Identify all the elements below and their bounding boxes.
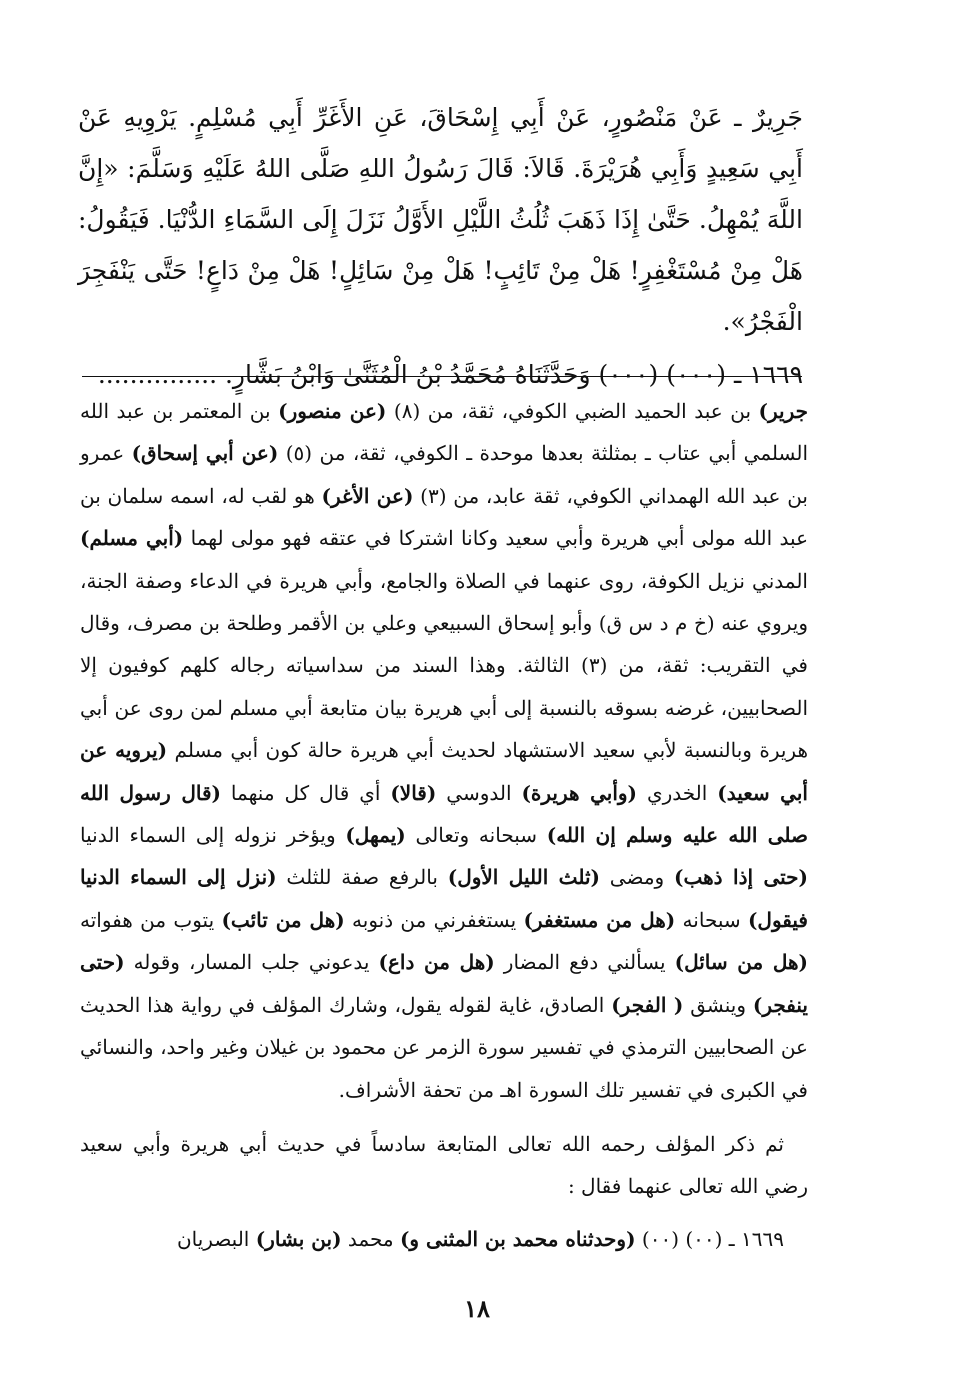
p1-text: المدني نزيل الكوفة، روى عنهما في الصلاة والجامع، وأبي هريرة في الدعاء وصفة الجنة، ويروي عنه (خ م د س ق) وأبو إسحاق السبيعي وعلي بن الأقمر وطلحة بن مصرف، وقال في التقريب: ثقة، من (٣) الثالثة. وهذا السند من سداسياته رجاله كلهم كوفيون إلا الصحابيين، غرضه بسوقه بالنسبة إلى أبي هريرة بيان متابعة أبي مسلم لمن روى عن أبي هريرة وبالنسبة لأبي سعيد الاستشهاد لحديث أبي هريرة حالة كون أبي مسلم: [80, 568, 808, 763]
p1-text: سبحانه: [675, 907, 748, 932]
p1-bold-term: (هل من تائب): [221, 907, 345, 932]
p1-text: يسألني دفع المضار: [494, 950, 675, 975]
p1-bold-term: (حتى إذا ذهب): [674, 865, 808, 890]
p1-bold-term: (يرويه عن أبي سعيد): [80, 738, 808, 805]
p1-bold-term: ( الفجر): [611, 992, 684, 1017]
p1-bold-term: (نزل إلى السماء الدنيا فيقول): [80, 865, 808, 932]
footnote-separator: [82, 376, 802, 377]
p1-text: الخدري: [637, 780, 718, 805]
p1-bold-term: (هل من داع): [378, 950, 495, 975]
p1-text: بن المعتمر بن عبد الله السلمي أبي عتاب ـ بمثلثة بعدها موحدة ـ الكوفي، ثقة، من (٥): [80, 399, 809, 466]
p1-text: الصادق، غاية لقوله يقول، وشارك المؤلف في رواية هذا الحديث عن الصحابيين الترمذي في تفسير سورة الزمر عن محمود بن غيلان وغير واحد، والنسائي في الكبرى في تفسير تلك السورة اهـ من تحفة الأشراف.: [80, 992, 808, 1102]
p1-text: يتوب من هفواته: [80, 907, 222, 932]
p1-text: سبحانه وتعالى: [405, 823, 547, 848]
p1-bold-term: جرير): [758, 399, 808, 423]
page-number: ١٨: [464, 1294, 490, 1323]
p1-text: وينشق: [683, 992, 753, 1017]
p1-bold-term: (هل من سائل): [674, 950, 809, 975]
p1-bold-term: (عن أبي إسحاق): [131, 441, 279, 466]
commentary-paragraph-2: ثم ذكر المؤلف رحمه الله تعالى المتابعة سادساً في حديث أبي هريرة وأبي سعيد رضي الله تعالى عنهما فقال :: [80, 1131, 808, 1199]
p1-text: أي قال كل منهما: [221, 780, 391, 805]
p1-text: الدوسي: [436, 780, 522, 805]
p1-text: عمرو بن عبد الله الهمداني الكوفي، ثقة عابد، من (٣): [80, 441, 808, 508]
p1-text: بن عبد الحميد الضبي الكوفي، ثقة، من (٨): [386, 399, 759, 423]
p1-bold-term: (هل من مستغفر): [523, 907, 676, 932]
p1-bold-term: (وأبي هريرة): [521, 780, 638, 805]
p1-text: يدعوني جلب المسار، وقوله: [124, 950, 379, 975]
p1-bold-term: (يمهل): [345, 823, 406, 848]
p3-bold-term: (وحدثناه محمد بن المثنى و): [399, 1226, 636, 1251]
hadith-text-block: [78, 92, 803, 400]
p1-text: ويؤخر نزوله إلى السماء الدنيا: [80, 823, 346, 848]
p3-text: محمد: [341, 1226, 400, 1251]
hadith-matn: جَرِيرٌ ـ عَنْ مَنْصُورٍ، عَنْ أَبِي إِسْحَاقَ، عَنِ الأَغَرِّ أَبِي مُسْلِمٍ. يَرْوِيهِ عَنْ أَبِي سَعِيدٍ وَأَبِي هُرَيْرَةَ. قَالاَ: قَالَ رَسُولُ اللهِ صَلَّى اللهُ عَلَيْهِ وَسَلَّمَ: «إِنَّ اللَّهَ يُمْهِلُ. حَتَّىٰ إِذَا ذَهَبَ ثُلُثُ اللَّيْلِ الأَوَّلُ نَزَلَ إِلَى السَّمَاءِ الدُّنْيَا. فَيَقُولُ: هَلْ مِنْ مُسْتَغْفِرٍ! هَلْ مِنْ تَائِبٍ! هَلْ مِنْ سَائِلٍ! هَلْ مِنْ دَاعٍ! حَتَّى يَنْفَجِرَ الْفَجْرُ».: [78, 103, 803, 336]
p3-text: البصريان: [176, 1226, 256, 1251]
p1-text: هو لقب له، اسمه سلمان بن عبد الله مولى أبي هريرة وأبي سعيد وكانا اشتركا في عتقه فهو مولى لهما: [80, 483, 809, 551]
p3-bold-term: (بن بشار): [255, 1226, 342, 1251]
p1-bold-term: (ثلث الليل الأول): [447, 865, 600, 890]
p3-text: ١٦٦٩ ـ (٠٠) (٠٠): [635, 1226, 784, 1251]
commentary-paragraph-1: [80, 390, 808, 1111]
p1-bold-term: (حتى ينفجر): [80, 950, 809, 1017]
p1-bold-term: (قال رسول الله صلى الله عليه وسلم إن الله): [80, 780, 808, 848]
chain-line-text: ١٦٦٩ ـ (٠٠٠) (٠٠٠) وَحَدَّثَنَاهُ مُحَمَّدُ بْنُ الْمُثَنَّىٰ وَابْنُ بَشَّارٍ.: [224, 360, 803, 389]
p1-bold-term: (قالا): [390, 780, 437, 805]
commentary-block: [80, 390, 808, 1260]
chain-line-dots: ...............: [97, 360, 218, 389]
p1-text: يستغفرني من ذنوبه: [344, 907, 524, 932]
p1-bold-term: (أبي مسلم): [80, 526, 184, 551]
p1-text: ومضى: [599, 865, 675, 890]
p1-bold-term: (عن منصور): [278, 399, 387, 423]
commentary-paragraph-3: [80, 1218, 808, 1260]
p1-text: بالرفع صفة للثلث: [276, 865, 448, 890]
p1-bold-term: (عن الأغر): [321, 483, 414, 508]
